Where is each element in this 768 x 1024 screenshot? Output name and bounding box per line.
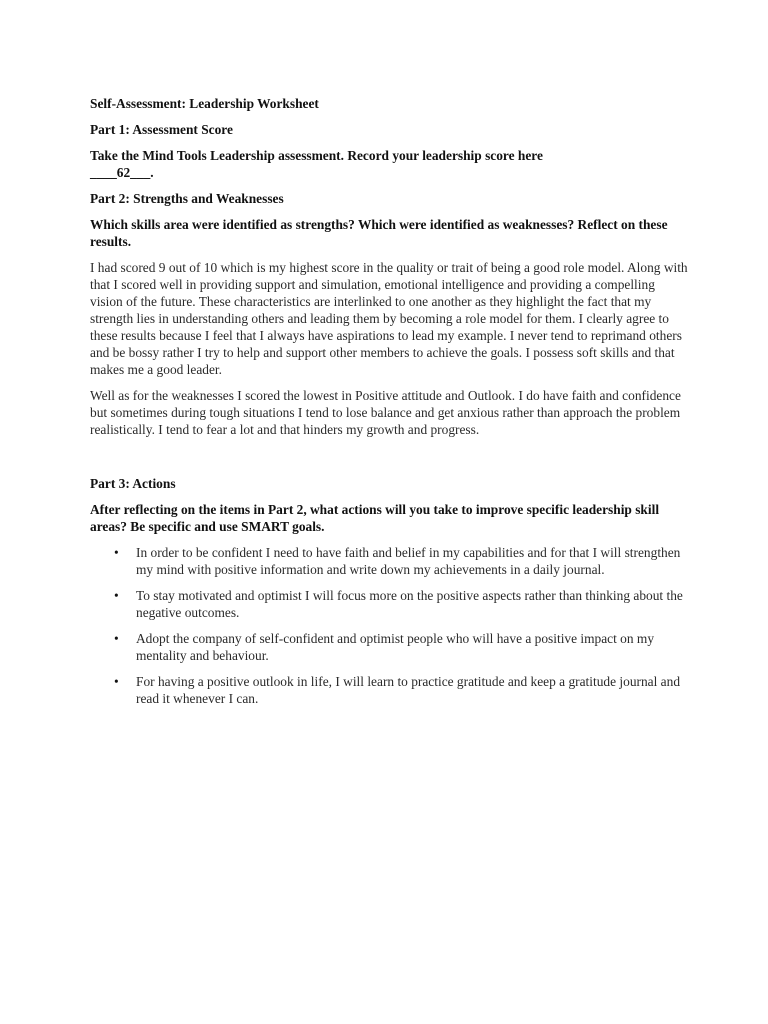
action-item: [90, 587, 690, 621]
worksheet-content: [90, 95, 690, 716]
action-item: [90, 630, 690, 664]
strengths-paragraph: I had scored 9 out of 10 which is my highest score in the quality or trait of being a good role model. Along with that I scored well in providing support and simulation, emotional intelligence and providing a compelling vision of the future. These characteristics are interlinked to one another as they highlight the fact that my strength lies in understanding others and leading them by becoming a role model for them. I clearly agree to these results because I feel that I always have aspirations to lead my example. I never tend to reprimand others and be bossy rather I try to help and support other members to achieve the goals. I possess soft skills and that makes me a good leader.: [90, 260, 688, 377]
action-text: For having a positive outlook in life, I will learn to practice gratitude and keep a gratitude journal and read it whenever I can.: [136, 674, 681, 706]
part1-prompt: [90, 147, 690, 181]
action-text: Adopt the company of self-confident and optimist people who will have a positive impact on my mentality and behaviour.: [136, 631, 655, 663]
weaknesses-paragraph: Well as for the weaknesses I scored the lowest in Positive attitude and Outlook. I do have faith and confidence but sometimes during tough situations I tend to lose balance and get anxious rather than approach the problem realistically. I tend to fear a lot and that hinders my growth and progress.: [90, 388, 681, 437]
worksheet-title: Self-Assessment: Leadership Worksheet: [90, 96, 319, 111]
action-item: [90, 673, 690, 707]
part3-heading: Part 3: Actions: [90, 476, 176, 491]
bullet-icon: •: [114, 545, 119, 560]
part2-question: Which skills area were identified as strengths? Which were identified as weaknesses? Reflect on these results.: [90, 217, 668, 249]
actions-list: [90, 544, 690, 707]
action-item: [90, 544, 690, 578]
part1-heading: Part 1: Assessment Score: [90, 122, 233, 137]
section-spacer: [90, 447, 690, 475]
leadership-score: ____62___.: [90, 165, 154, 180]
action-text: To stay motivated and optimist I will focus more on the positive aspects rather than thinking about the negative outcomes.: [136, 588, 683, 620]
part2-heading: Part 2: Strengths and Weaknesses: [90, 191, 284, 206]
bullet-icon: •: [114, 588, 119, 603]
bullet-icon: •: [114, 674, 119, 689]
action-text: In order to be confident I need to have faith and belief in my capabilities and for that I will strengthen my mind with positive information and write down my achievements in a daily journal.: [136, 545, 681, 577]
part3-question: After reflecting on the items in Part 2, what actions will you take to improve specific leadership skill areas? Be specific and use SMART goals.: [90, 502, 660, 534]
part1-prompt-line1: Take the Mind Tools Leadership assessment. Record your leadership score here: [90, 148, 543, 163]
bullet-icon: •: [114, 631, 119, 646]
